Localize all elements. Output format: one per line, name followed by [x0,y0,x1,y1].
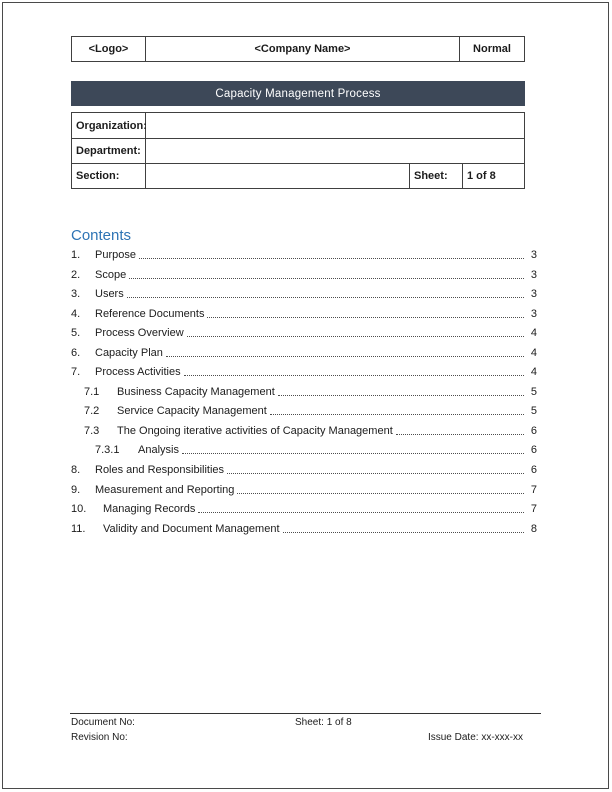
toc-page-number: 3 [530,268,537,281]
sheet-label: Sheet: [410,164,463,188]
dot-leader [129,269,524,279]
department-row [72,138,524,163]
dot-leader [166,347,524,357]
toc-entry-managing-records[interactable] [71,503,537,523]
table-of-contents [71,249,537,542]
toc-page-number: 8 [530,522,537,535]
toc-page-number: 4 [530,327,537,340]
logo-placeholder: <Logo> [72,37,146,61]
toc-entry-process-overview[interactable] [71,327,537,347]
section-label: Section: [72,164,146,188]
toc-number: 11. [71,522,86,535]
toc-number: 6. [71,346,81,359]
toc-entry-measurement-and-reporting[interactable] [71,484,537,504]
toc-entry-business-capacity-management[interactable] [71,386,537,406]
page-footer [70,713,541,743]
toc-label: Process Overview [95,327,184,340]
toc-label: The Ongoing iterative activities of Capacity Management [117,424,393,437]
toc-number: 7. [71,366,81,379]
toc-label: Scope [95,268,127,281]
toc-page-number: 7 [530,503,537,516]
toc-entry-analysis[interactable] [71,444,537,464]
issue-date-text: Issue Date: xx-xxx-xx [427,732,523,743]
toc-label: Analysis [138,444,179,457]
toc-entry-scope[interactable] [71,269,537,289]
dot-leader [278,386,524,396]
toc-number: 7.3.1 [95,444,120,457]
toc-page-number: 6 [530,464,537,477]
dot-leader [396,425,524,435]
organization-row [72,113,524,138]
toc-entry-capacity-plan[interactable] [71,347,537,367]
toc-number: 3. [71,288,81,301]
toc-number: 8. [71,464,81,477]
dot-leader [270,405,524,415]
toc-entry-ongoing-iterative-activities[interactable] [71,425,537,445]
toc-label: Capacity Plan [95,346,163,359]
toc-label: Roles and Responsibilities [95,464,225,477]
department-label: Department: [72,139,146,163]
toc-label: Service Capacity Management [117,405,267,418]
organization-label: Organization: [72,113,146,138]
toc-entry-reference-documents[interactable] [71,308,537,328]
toc-number: 10. [71,503,87,516]
dot-leader [283,523,524,533]
toc-page-number: 3 [530,307,537,320]
toc-label: Users [95,288,124,301]
toc-number: 9. [71,483,81,496]
section-value-cell[interactable] [146,164,410,188]
dot-leader [127,288,524,298]
toc-label: Purpose [95,249,136,261]
toc-entry-users[interactable] [71,288,537,308]
dot-leader [187,327,524,337]
department-value-cell[interactable] [146,139,524,163]
toc-entry-process-activities[interactable] [71,366,537,386]
dot-leader [139,249,524,259]
toc-entry-purpose[interactable] [71,249,537,269]
toc-page-number: 3 [530,249,537,261]
toc-entry-validity-and-document-management[interactable] [71,523,537,543]
toc-number: 7.1 [84,385,100,398]
classification-cell: Normal [473,43,511,55]
toc-page-number: 7 [530,483,537,496]
dot-leader [182,444,524,454]
toc-label: Business Capacity Management [117,385,275,398]
toc-page-number: 5 [530,385,537,398]
toc-page-number: 3 [530,288,537,301]
toc-page-number: 5 [530,405,537,418]
dot-leader [227,464,524,474]
contents-heading: Contents [71,227,132,244]
sheet-value: 1 of 8 [467,170,496,182]
toc-label: Measurement and Reporting [95,483,235,496]
toc-page-number: 4 [530,346,537,359]
revision-no-label: Revision No: [71,732,128,743]
toc-number: 2. [71,268,81,281]
toc-number: 7.3 [84,424,100,437]
document-title-banner: Capacity Management Process [71,81,525,106]
toc-entry-service-capacity-management[interactable] [71,405,537,425]
toc-number: 1. [71,249,81,261]
header-table [71,36,525,62]
footer-sheet-text: Sheet: 1 of 8 [295,717,352,728]
toc-number: 7.2 [84,405,100,418]
dot-leader [237,484,524,494]
toc-label: Validity and Document Management [103,522,280,535]
toc-entry-roles-and-responsibilities[interactable] [71,464,537,484]
organization-value-cell[interactable] [146,113,524,138]
dot-leader [207,308,524,318]
toc-label: Reference Documents [95,307,205,320]
toc-page-number: 4 [530,366,537,379]
toc-number: 4. [71,307,81,320]
toc-page-number: 6 [530,424,537,437]
document-no-label: Document No: [71,717,135,728]
company-name-cell: <Company Name> [146,37,460,61]
toc-label: Managing Records [103,503,196,516]
toc-page-number: 6 [530,444,537,457]
dot-leader [198,503,524,513]
section-row [72,163,524,188]
document-info-table [71,112,525,189]
dot-leader [184,366,524,376]
toc-number: 5. [71,327,81,340]
toc-label: Process Activities [95,366,181,379]
